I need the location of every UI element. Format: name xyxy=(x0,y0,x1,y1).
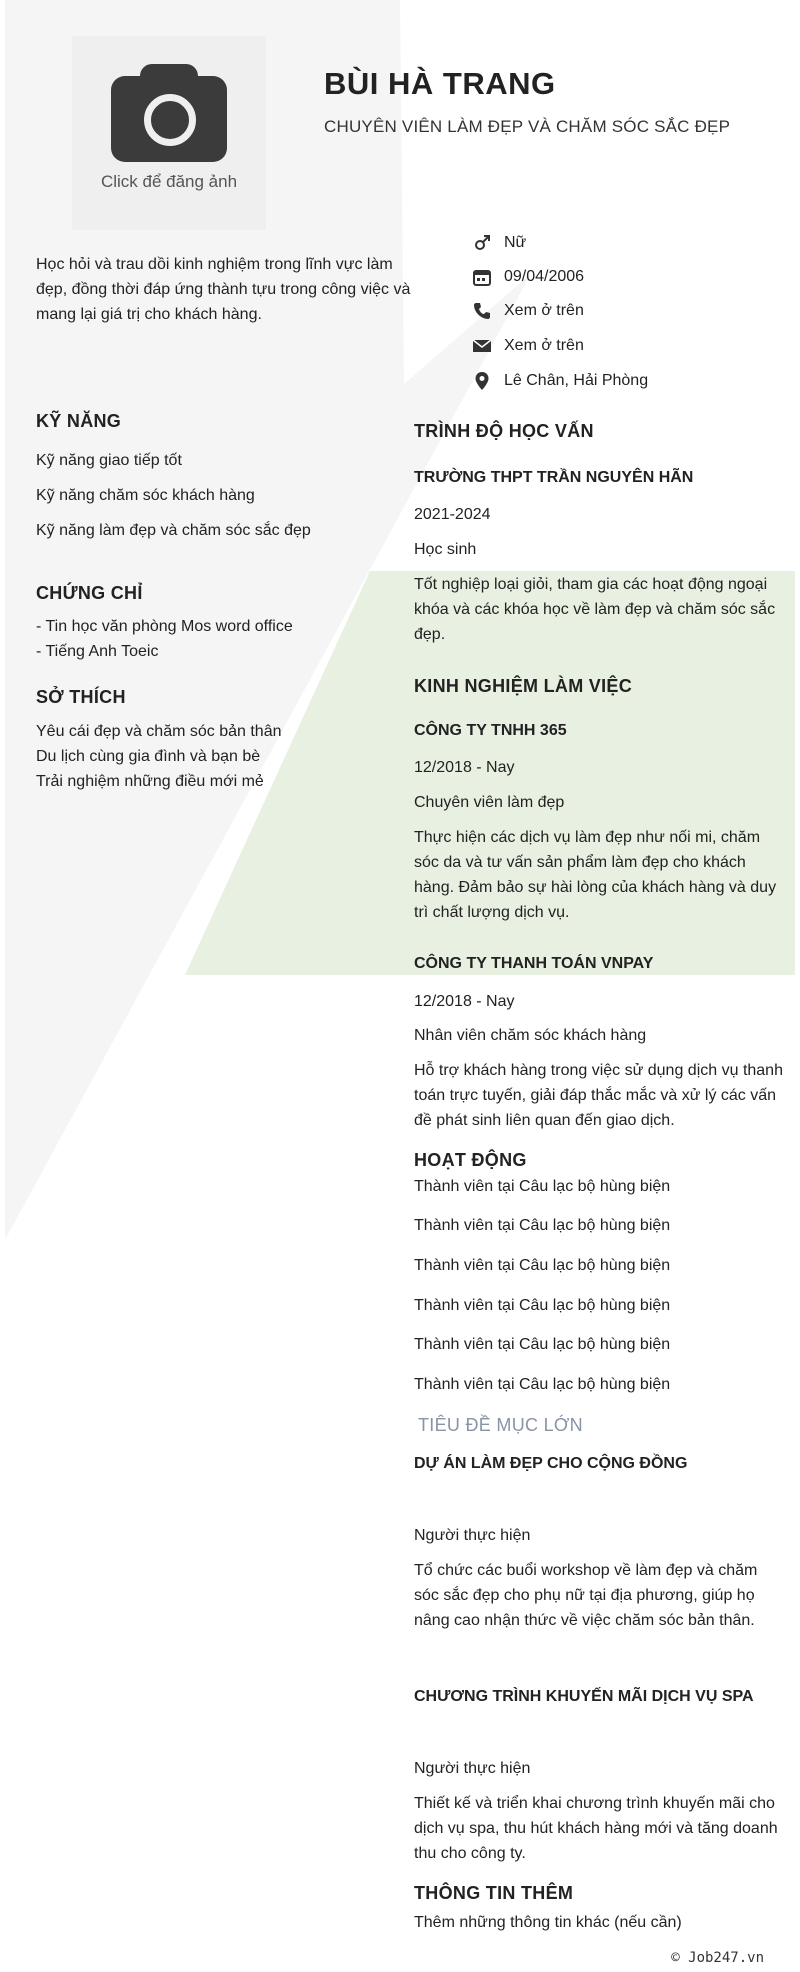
activity-item: Thành viên tại Câu lạc bộ hùng biện xyxy=(414,1257,671,1274)
skill-item: Kỹ năng giao tiếp tốt xyxy=(36,452,182,469)
education-description: Tốt nghiệp loại giỏi, tham gia các hoạt động ngoại khóa và các khóa học về làm đẹp và chăm sóc sắc đẹp. xyxy=(414,576,776,643)
skill-item: Kỹ năng làm đẹp và chăm sóc sắc đẹp xyxy=(36,522,311,539)
job-description: Thực hiện các dịch vụ làm đẹp như nối mi, chăm sóc da và tư vấn sản phẩm làm đẹp cho khách hàng. Đảm bảo sự hài lòng của khách hàng và duy trì chất lượng dịch vụ. xyxy=(414,829,777,921)
job-role: Chuyên viên làm đẹp xyxy=(414,794,565,811)
phone-icon xyxy=(472,301,492,321)
skills-title: KỸ NĂNG xyxy=(36,411,122,431)
education-role: Học sinh xyxy=(414,541,477,558)
job-description: Hỗ trợ khách hàng trong việc sử dụng dịch vụ thanh toán trực tuyến, giải đáp thắc mắc và xử lý các vấn đề phát sinh liên quan đến giao dịch. xyxy=(414,1062,783,1129)
contact-gender-value: Nữ xyxy=(504,234,527,251)
project-role: Người thực hiện xyxy=(414,1527,531,1544)
camera-lens-icon xyxy=(144,94,196,146)
project-description: Thiết kế và triển khai chương trình khuyến mãi cho dịch vụ spa, thu hút khách hàng mới và tăng doanh thu cho công ty. xyxy=(414,1795,778,1862)
project-role: Người thực hiện xyxy=(414,1760,531,1777)
additional-title: THÔNG TIN THÊM xyxy=(414,1883,574,1903)
calendar-icon xyxy=(472,267,492,287)
activity-item: Thành viên tại Câu lạc bộ hùng biện xyxy=(414,1376,671,1393)
job-company: CÔNG TY TNHH 365 xyxy=(414,722,567,739)
certificate-item: - Tin học văn phòng Mos word office xyxy=(36,618,293,635)
contact-birthday-value: 09/04/2006 xyxy=(504,268,585,285)
candidate-name: BÙI HÀ TRANG xyxy=(324,66,556,101)
certificate-item: - Tiếng Anh Toeic xyxy=(36,643,159,660)
footer-watermark: © Job247.vn xyxy=(671,1950,764,1966)
contact-location xyxy=(472,369,648,393)
education-title: TRÌNH ĐỘ HỌC VẤN xyxy=(414,421,594,441)
skill-item: Kỹ năng chăm sóc khách hàng xyxy=(36,487,255,504)
project-description: Tổ chức các buổi workshop về làm đẹp và chăm sóc sắc đẹp cho phụ nữ tại địa phương, giúp họ nâng cao nhận thức về việc chăm sóc bản thân. xyxy=(414,1562,758,1629)
hobbies-title: SỞ THÍCH xyxy=(36,687,126,707)
hobby-item: Du lịch cùng gia đình và bạn bè xyxy=(36,748,261,765)
projects-title: TIÊU ĐỀ MỤC LỚN xyxy=(418,1415,583,1435)
career-objective: Học hỏi và trau dồi kinh nghiệm trong lĩnh vực làm đẹp, đồng thời đáp ứng thành tựu trong công việc và mang lại giá trị cho khách hàng. xyxy=(36,256,411,323)
contact-email xyxy=(472,334,584,358)
education-period: 2021-2024 xyxy=(414,506,491,523)
project-name: CHƯƠNG TRÌNH KHUYẾN MÃI DỊCH VỤ SPA xyxy=(414,1688,754,1705)
job-role: Nhân viên chăm sóc khách hàng xyxy=(414,1027,647,1044)
job-period: 12/2018 - Nay xyxy=(414,993,515,1010)
contact-gender xyxy=(472,231,526,255)
job-period: 12/2018 - Nay xyxy=(414,759,515,776)
photo-upload[interactable] xyxy=(72,36,266,230)
photo-upload-label: Click để đăng ảnh xyxy=(100,172,238,191)
contact-phone xyxy=(472,299,584,323)
activity-item: Thành viên tại Câu lạc bộ hùng biện xyxy=(414,1336,671,1353)
activity-item: Thành viên tại Câu lạc bộ hùng biện xyxy=(414,1297,671,1314)
hobby-item: Yêu cái đẹp và chăm sóc bản thân xyxy=(36,723,282,740)
activity-item: Thành viên tại Câu lạc bộ hùng biện xyxy=(414,1178,671,1195)
candidate-position: CHUYÊN VIÊN LÀM ĐẸP VÀ CHĂM SÓC SẮC ĐẸP xyxy=(324,117,731,136)
project-name: DỰ ÁN LÀM ĐẸP CHO CỘNG ĐỒNG xyxy=(414,1455,688,1472)
gender-icon xyxy=(472,233,492,253)
contact-location-value: Lê Chân, Hải Phòng xyxy=(504,372,649,389)
white-header-wedge xyxy=(400,0,800,384)
contact-email-value: Xem ở trên xyxy=(504,337,584,354)
job-company: CÔNG TY THANH TOÁN VNPAY xyxy=(414,955,654,972)
contact-phone-value: Xem ở trên xyxy=(504,302,584,319)
email-icon xyxy=(472,336,492,356)
experience-title: KINH NGHIỆM LÀM VIỆC xyxy=(414,676,633,696)
certificates-title: CHỨNG CHỈ xyxy=(36,583,143,603)
location-icon xyxy=(472,371,492,391)
hobby-item: Trải nghiệm những điều mới mẻ xyxy=(36,773,264,790)
activity-item: Thành viên tại Câu lạc bộ hùng biện xyxy=(414,1217,671,1234)
additional-text: Thêm những thông tin khác (nếu cần) xyxy=(414,1914,682,1931)
contact-birthday xyxy=(472,265,584,289)
activities-title: HOẠT ĐỘNG xyxy=(414,1150,527,1170)
education-school: TRƯỜNG THPT TRẦN NGUYÊN HÃN xyxy=(414,469,694,486)
